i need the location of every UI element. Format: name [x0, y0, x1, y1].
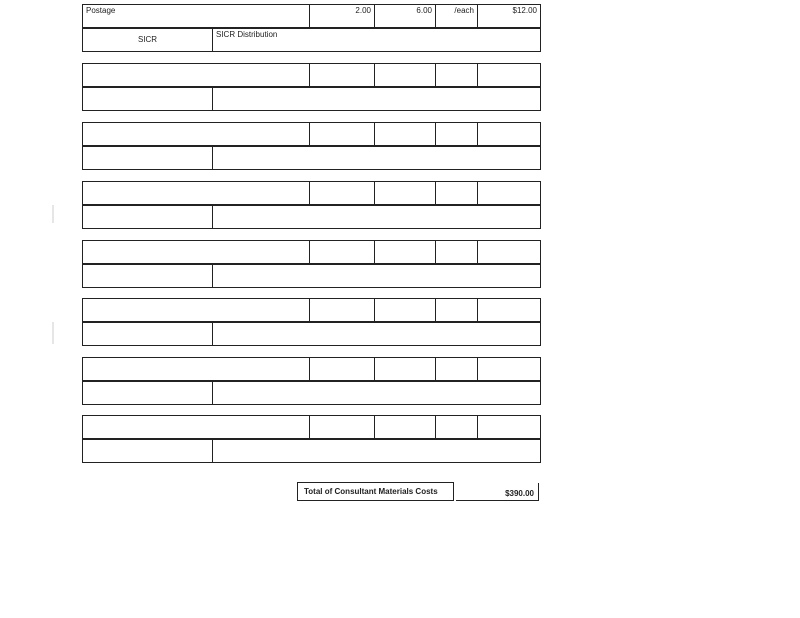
item-unit: [435, 64, 477, 86]
materials-cost-summary: [297, 482, 540, 501]
cost-line-item: [82, 415, 541, 463]
cost-line-item: [82, 357, 541, 405]
item-distribution: [212, 147, 540, 169]
item-total: [477, 416, 540, 438]
item-detail-row: [82, 122, 541, 146]
item-distribution-row: [82, 28, 541, 52]
summary-total-value: $390.00: [456, 483, 539, 501]
item-rate: [374, 299, 435, 321]
item-distribution-row: [82, 264, 541, 288]
item-unit: [435, 241, 477, 263]
item-quantity: 2.00: [309, 5, 374, 27]
item-detail-row: [82, 4, 541, 28]
item-description: [83, 299, 309, 321]
item-rate: 6.00: [374, 5, 435, 27]
cost-line-item: [82, 181, 541, 229]
item-distribution: [212, 323, 540, 345]
item-total: [477, 64, 540, 86]
item-quantity: [309, 123, 374, 145]
item-code: [83, 323, 212, 345]
item-distribution-row: [82, 381, 541, 405]
item-total: [477, 182, 540, 204]
item-distribution-row: [82, 87, 541, 111]
item-unit: [435, 358, 477, 380]
item-description: [83, 358, 309, 380]
item-rate: [374, 358, 435, 380]
item-total: $12.00: [477, 5, 540, 27]
cost-line-item: [82, 240, 541, 288]
item-description: Postage: [86, 6, 116, 15]
item-rate: [374, 241, 435, 263]
item-description: [83, 241, 309, 263]
summary-label: Total of Consultant Materials Costs: [297, 482, 454, 501]
item-code: [83, 147, 212, 169]
item-distribution: [212, 88, 540, 110]
item-distribution: [212, 265, 540, 287]
item-quantity: [309, 64, 374, 86]
item-detail-row: [82, 357, 541, 381]
item-quantity: [309, 299, 374, 321]
item-unit: [435, 182, 477, 204]
item-rate: [374, 64, 435, 86]
item-code: [83, 382, 212, 404]
item-rate: [374, 123, 435, 145]
item-unit: [435, 416, 477, 438]
item-code: SICR: [137, 35, 158, 44]
item-total: [477, 299, 540, 321]
item-unit: [435, 123, 477, 145]
scan-artifact: [52, 322, 54, 344]
item-total: [477, 123, 540, 145]
item-quantity: [309, 241, 374, 263]
item-distribution-row: [82, 205, 541, 229]
cost-line-item: [82, 298, 541, 346]
item-detail-row: [82, 63, 541, 87]
item-quantity: [309, 358, 374, 380]
item-code: [83, 265, 212, 287]
item-rate: [374, 182, 435, 204]
item-distribution: SICR Distribution: [212, 29, 540, 51]
item-description: [83, 182, 309, 204]
item-distribution: [212, 206, 540, 228]
item-detail-row: [82, 181, 541, 205]
item-description: [83, 416, 309, 438]
item-detail-row: [82, 240, 541, 264]
item-distribution: [212, 382, 540, 404]
item-total: [477, 358, 540, 380]
item-total: [477, 241, 540, 263]
item-detail-row: [82, 415, 541, 439]
item-distribution-row: [82, 146, 541, 170]
item-code: [83, 206, 212, 228]
item-code: [83, 88, 212, 110]
item-distribution-row: [82, 322, 541, 346]
cost-line-item: [82, 122, 541, 170]
item-distribution: [212, 440, 540, 462]
item-description: [83, 64, 309, 86]
item-detail-row: [82, 298, 541, 322]
item-description: [83, 123, 309, 145]
item-rate: [374, 416, 435, 438]
item-quantity: [309, 416, 374, 438]
item-code: [83, 440, 212, 462]
scan-artifact: [52, 205, 54, 223]
item-quantity: [309, 182, 374, 204]
cost-line-item: [82, 63, 541, 111]
item-unit: /each: [435, 5, 477, 27]
item-unit: [435, 299, 477, 321]
item-distribution-row: [82, 439, 541, 463]
cost-line-item: [82, 4, 541, 52]
